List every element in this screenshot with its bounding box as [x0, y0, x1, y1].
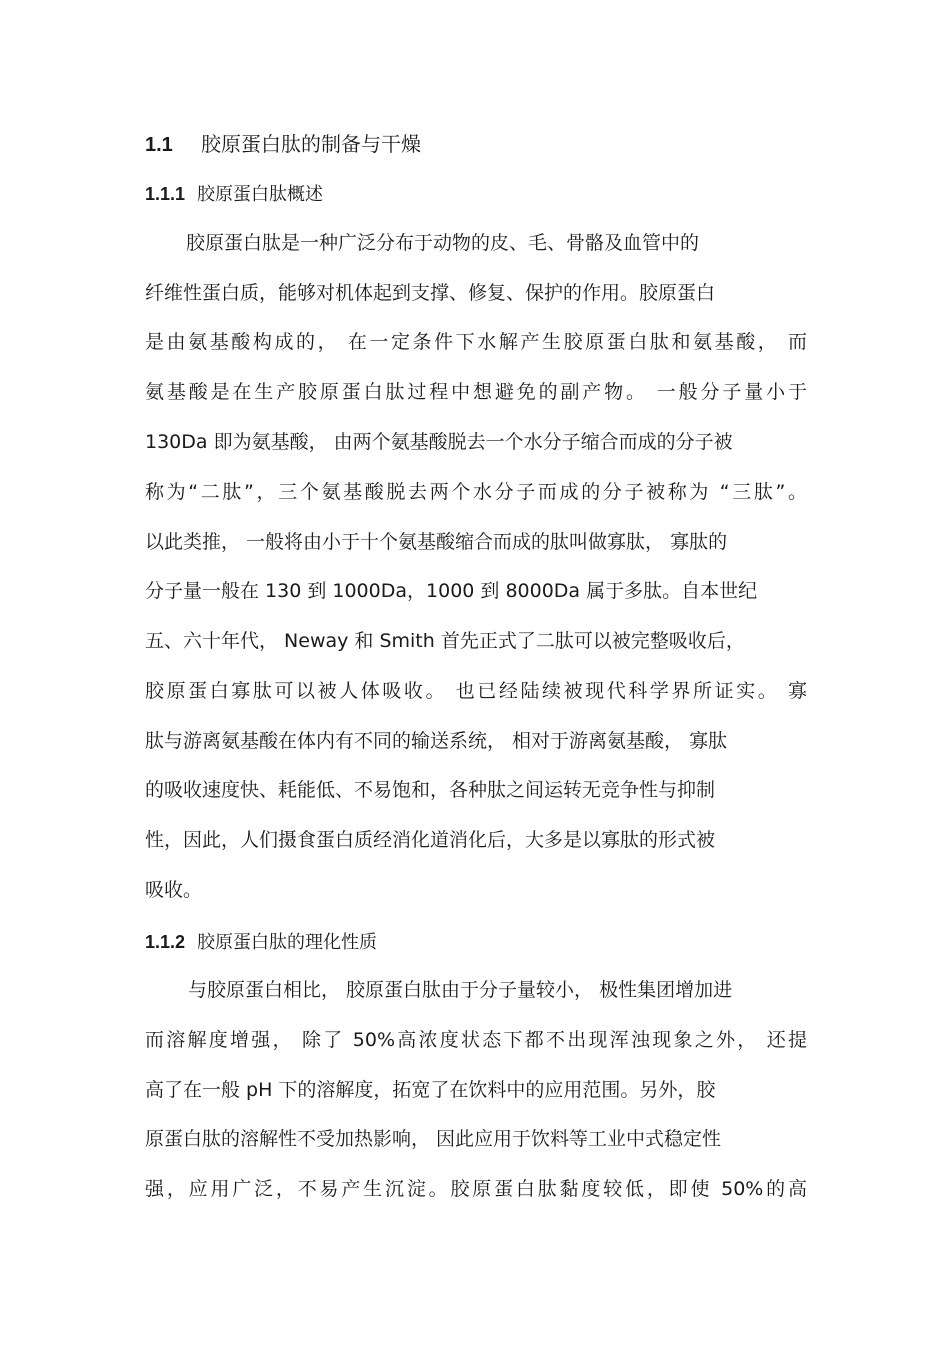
- paragraph-line: 氨基酸是在生产胶原蛋白肽过程中想避免的副产物。 一般分子量小于: [145, 381, 807, 403]
- paragraph-line: 胶原蛋白肽是一种广泛分布于动物的皮、毛、骨骼及血管中的: [186, 232, 700, 254]
- paragraph-line: 五、六十年代， Neway 和 Smith 首先正式了二肽可以被完整吸收后，: [145, 630, 745, 652]
- section-heading: [145, 131, 421, 158]
- section-number: 1.1: [145, 134, 173, 156]
- paragraph-line: 原蛋白肽的溶解性不受加热影响， 因此应用于饮料等工业中式稳定性: [145, 1128, 722, 1150]
- paragraph-line: 以此类推， 一般将由小于十个氨基酸缩合而成的肽叫做寡肽， 寡肽的: [145, 531, 728, 553]
- paragraph-line: 130Da 即为氨基酸， 由两个氨基酸脱去一个水分子缩合而成的分子被: [145, 431, 733, 453]
- paragraph-line: 而溶解度增强， 除了 50%高浓度状态下都不出现浑浊现象之外， 还提: [145, 1029, 807, 1051]
- paragraph-line: 肽与游离氨基酸在体内有不同的输送系统， 相对于游离氨基酸， 寡肽: [145, 730, 728, 752]
- section-title: 胶原蛋白肽的制备与干燥: [201, 132, 421, 156]
- paragraph-line: 分子量一般在 130 到 1000Da，1000 到 8000Da 属于多肽。自本世纪: [145, 580, 758, 602]
- paragraph-line: 称为“二肽”，三个氨基酸脱去两个水分子而成的分子被称为 “三肽”。: [145, 481, 807, 503]
- subsection-title: 胶原蛋白肽的理化性质: [197, 932, 378, 953]
- paragraph-line: 是由氨基酸构成的， 在一定条件下水解产生胶原蛋白肽和氨基酸， 而: [145, 331, 807, 353]
- paragraph-line: 性，因此，人们摄食蛋白质经消化道消化后，大多是以寡肽的形式被: [145, 829, 716, 851]
- paragraph-line: 胶原蛋白寡肽可以被人体吸收。 也已经陆续被现代科学界所证实。 寡: [145, 680, 807, 702]
- paragraph-line: 与胶原蛋白相比， 胶原蛋白肽由于分子量较小， 极性集团增加进: [188, 979, 733, 1001]
- subsection-title: 胶原蛋白肽概述: [197, 184, 324, 205]
- subsection-number: 1.1.1: [145, 184, 186, 204]
- subsection-number: 1.1.2: [145, 932, 186, 952]
- paragraph-line: 纤维性蛋白质，能够对机体起到支撑、修复、保护的作用。胶原蛋白: [145, 282, 716, 304]
- paragraph-line: 强，应用广泛，不易产生沉淀。胶原蛋白肽黏度较低，即使 50%的高: [145, 1178, 807, 1200]
- subsection-heading-1: [145, 181, 323, 208]
- subsection-heading-2: [145, 929, 377, 956]
- paragraph-line: 高了在一般 pH 下的溶解度，拓宽了在饮料中的应用范围。另外，胶: [145, 1079, 716, 1101]
- paragraph-line: 的吸收速度快、耗能低、不易饱和，各种肽之间运转无竞争性与抑制: [145, 779, 716, 801]
- paragraph-line: 吸收。: [145, 879, 203, 901]
